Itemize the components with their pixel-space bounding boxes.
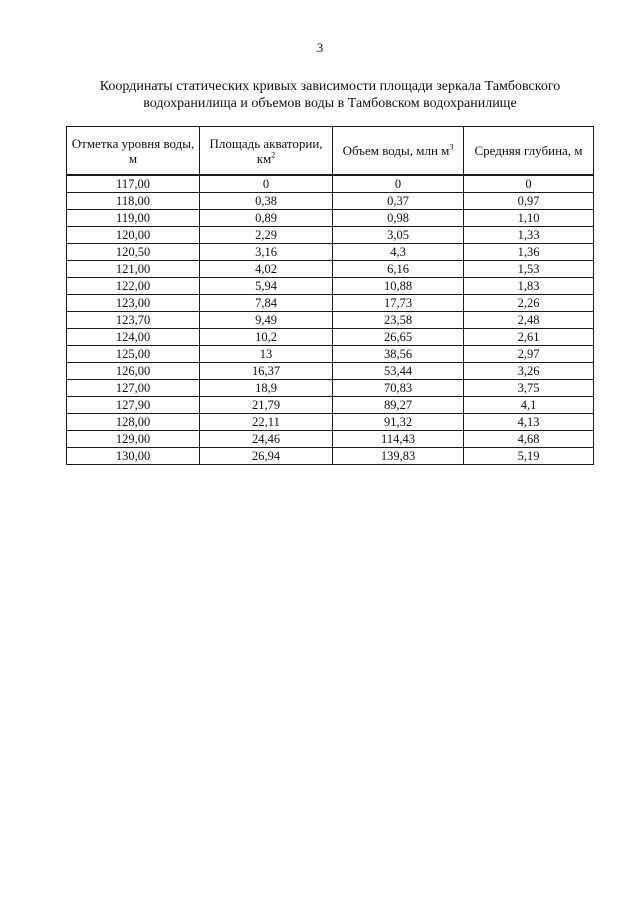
cell-area: 18,9 — [200, 380, 333, 397]
cell-area: 13 — [200, 346, 333, 363]
cell-volume: 53,44 — [333, 363, 464, 380]
cell-volume: 23,58 — [333, 312, 464, 329]
cell-depth: 1,36 — [464, 244, 594, 261]
cell-depth: 1,33 — [464, 227, 594, 244]
cell-area: 26,94 — [200, 448, 333, 465]
cell-depth: 2,97 — [464, 346, 594, 363]
cell-water-level: 120,50 — [67, 244, 200, 261]
cell-depth: 3,26 — [464, 363, 594, 380]
cell-volume: 114,43 — [333, 431, 464, 448]
header-depth — [464, 127, 594, 176]
cell-depth: 4,68 — [464, 431, 594, 448]
cell-depth: 5,19 — [464, 448, 594, 465]
header-depth-text: Средняя глубина, м — [474, 143, 583, 158]
cell-area: 10,2 — [200, 329, 333, 346]
table-row — [67, 210, 594, 227]
cell-water-level: 124,00 — [67, 329, 200, 346]
cell-water-level: 128,00 — [67, 414, 200, 431]
cell-area: 21,79 — [200, 397, 333, 414]
cell-area: 3,16 — [200, 244, 333, 261]
cell-water-level: 127,90 — [67, 397, 200, 414]
table-row — [67, 363, 594, 380]
table-header-row — [67, 127, 594, 176]
cell-water-level: 118,00 — [67, 193, 200, 210]
header-area-text: Площадь акватории, км — [209, 135, 323, 166]
table-row — [67, 414, 594, 431]
cell-water-level: 129,00 — [67, 431, 200, 448]
cell-water-level: 122,00 — [67, 278, 200, 295]
cell-volume: 26,65 — [333, 329, 464, 346]
cell-volume: 38,56 — [333, 346, 464, 363]
table-row — [67, 175, 594, 193]
table-row — [67, 261, 594, 278]
cell-volume: 0,98 — [333, 210, 464, 227]
cell-depth: 0 — [464, 175, 594, 193]
cell-water-level: 123,70 — [67, 312, 200, 329]
cell-depth: 4,13 — [464, 414, 594, 431]
cell-area: 0,38 — [200, 193, 333, 210]
cell-depth: 2,61 — [464, 329, 594, 346]
cell-water-level: 117,00 — [67, 175, 200, 193]
cell-area: 22,11 — [200, 414, 333, 431]
table-row — [67, 448, 594, 465]
cell-area: 4,02 — [200, 261, 333, 278]
table-body — [67, 175, 594, 465]
cell-depth: 3,75 — [464, 380, 594, 397]
cell-depth: 1,10 — [464, 210, 594, 227]
cell-volume: 89,27 — [333, 397, 464, 414]
reservoir-data-table — [66, 126, 594, 465]
cell-water-level: 125,00 — [67, 346, 200, 363]
cell-volume: 3,05 — [333, 227, 464, 244]
cell-area: 2,29 — [200, 227, 333, 244]
table-row — [67, 380, 594, 397]
cell-area: 16,37 — [200, 363, 333, 380]
cell-volume: 17,73 — [333, 295, 464, 312]
header-area — [200, 127, 333, 176]
cell-volume: 10,88 — [333, 278, 464, 295]
header-water-level — [67, 127, 200, 176]
table-row — [67, 295, 594, 312]
cell-water-level: 119,00 — [67, 210, 200, 227]
table-row — [67, 244, 594, 261]
header-volume-text: Объем воды, млн м — [342, 143, 450, 158]
cell-volume: 0,37 — [333, 193, 464, 210]
title-line-1: Координаты статических кривых зависимости площади зеркала Тамбовского — [99, 79, 561, 94]
cell-area: 5,94 — [200, 278, 333, 295]
cell-depth: 1,53 — [464, 261, 594, 278]
cell-water-level: 127,00 — [67, 380, 200, 397]
table-row — [67, 397, 594, 414]
cell-depth: 2,48 — [464, 312, 594, 329]
table-row — [67, 346, 594, 363]
header-water-level-text: Отметка уровня воды, м — [71, 135, 195, 166]
header-area-sup: 2 — [271, 150, 276, 160]
title-line-2: водохранилища и объемов воды в Тамбовском водохранилище — [143, 96, 517, 111]
table-row — [67, 193, 594, 210]
page-number: 3 — [316, 40, 324, 55]
cell-depth: 4,1 — [464, 397, 594, 414]
cell-water-level: 123,00 — [67, 295, 200, 312]
cell-volume: 91,32 — [333, 414, 464, 431]
table-row — [67, 312, 594, 329]
cell-area: 0 — [200, 175, 333, 193]
cell-volume: 0 — [333, 175, 464, 193]
cell-area: 9,49 — [200, 312, 333, 329]
cell-depth: 1,83 — [464, 278, 594, 295]
cell-water-level: 126,00 — [67, 363, 200, 380]
table-row — [67, 431, 594, 448]
cell-water-level: 121,00 — [67, 261, 200, 278]
header-volume — [333, 127, 464, 176]
table-row — [67, 329, 594, 346]
cell-water-level: 120,00 — [67, 227, 200, 244]
cell-area: 24,46 — [200, 431, 333, 448]
cell-water-level: 130,00 — [67, 448, 200, 465]
cell-depth: 2,26 — [464, 295, 594, 312]
cell-volume: 70,83 — [333, 380, 464, 397]
cell-area: 0,89 — [200, 210, 333, 227]
cell-volume: 139,83 — [333, 448, 464, 465]
header-volume-sup: 3 — [449, 142, 454, 152]
table-row — [67, 227, 594, 244]
cell-area: 7,84 — [200, 295, 333, 312]
table-row — [67, 278, 594, 295]
cell-volume: 4,3 — [333, 244, 464, 261]
document-title — [60, 78, 600, 112]
cell-depth: 0,97 — [464, 193, 594, 210]
cell-volume: 6,16 — [333, 261, 464, 278]
